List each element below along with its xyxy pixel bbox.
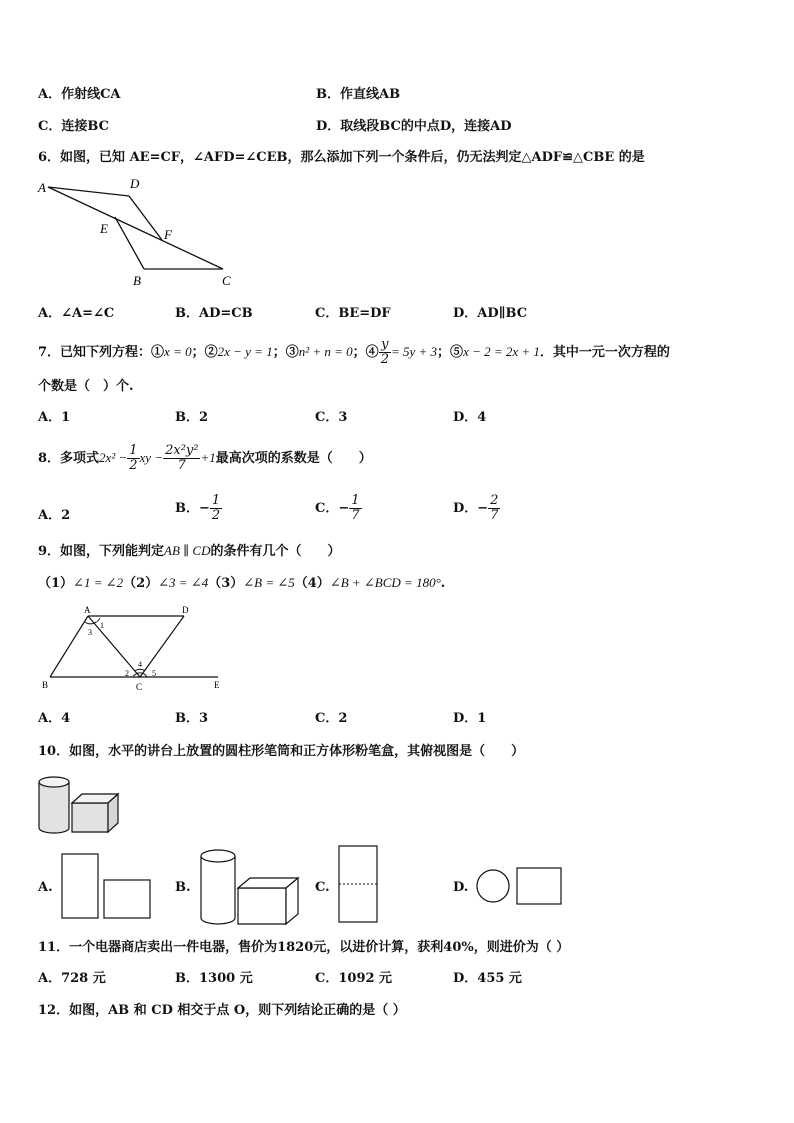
q10-option-b-figure: [198, 844, 302, 928]
q12-stem: 12．如图，AB 和 CD 相交于点 O，则下列结论正确的是（ ）: [38, 1003, 406, 1018]
q8-option-d: D．− $\frac{2}{7}$: [453, 493, 499, 523]
q9-figure: [36, 600, 232, 696]
q7-option-b: B．2: [175, 410, 209, 425]
q7-option-c: C．3: [315, 410, 348, 425]
q9-option-c: C．2: [315, 711, 348, 726]
svg-text:1: 1: [100, 621, 104, 630]
q7-option-a: A．1: [38, 410, 71, 425]
q8-option-a: A．2: [38, 508, 71, 523]
q11-option-a: A．728 元: [38, 971, 106, 986]
q11-option-c: C．1092 元: [315, 971, 393, 986]
svg-text:E: E: [100, 221, 108, 236]
q10-option-d-figure: [475, 866, 565, 908]
q5-option-c: C．连接BC: [38, 119, 109, 134]
svg-text:A: A: [84, 605, 91, 615]
q11-option-d: D．455 元: [453, 971, 522, 986]
q9-stem: 9．如图，下列能判定AB ∥ CD的条件有几个（ ）: [38, 543, 341, 559]
q6-option-a: A．∠A=∠C: [38, 306, 115, 321]
q10-option-d-label: D.: [453, 880, 469, 895]
q7-stem-line2: 个数是（ ）个.: [38, 379, 134, 394]
q9-option-b: B．3: [175, 711, 209, 726]
q8-stem: 8．多项式2x² − $\frac{1}{2}$ xy − $\frac{\text{2x²y²}}{7}$ +1最高次项的系数是（ ）: [38, 443, 372, 473]
svg-text:B: B: [133, 273, 141, 288]
q10-option-c-figure: [337, 844, 381, 926]
q11-option-b: B．1300 元: [175, 971, 253, 986]
svg-text:C: C: [136, 682, 143, 692]
q8-option-c: C．− $\frac{1}{7}$: [315, 493, 360, 523]
svg-text:C: C: [222, 273, 231, 288]
q10-option-a-figure: [60, 852, 154, 922]
q10-option-b-label: B.: [175, 880, 191, 895]
svg-text:B: B: [42, 680, 49, 690]
q10-stem: 10．如图，水平的讲台上放置的圆柱形笔筒和正方体形粉笔盒，其俯视图是（ ）: [38, 744, 525, 759]
q5-option-b: B．作直线AB: [316, 87, 401, 102]
q10-option-c-label: C.: [315, 880, 330, 895]
q5-option-a: A．作射线CA: [38, 87, 121, 102]
q5-option-d: D．取线段BC的中点D，连接AD: [316, 119, 512, 134]
q7-stem: 7．已知下列方程：①x = 0；②2x − y = 1；③n² + n = 0；④ $\frac{y}{2}$ = 5y + 3；⑤x − 2 = 2x + 1．其中一元一次方程的: [38, 337, 670, 367]
q6-option-d: D．AD∥BC: [453, 306, 528, 321]
q6-option-b: B．AD=CB: [175, 306, 253, 321]
q10-option-a-label: A.: [38, 880, 53, 895]
svg-text:A: A: [38, 180, 46, 195]
svg-text:3: 3: [88, 628, 92, 637]
q6-stem: 6．如图，已知 AE=CF，∠AFD=∠CEB，那么添加下列一个条件后，仍无法判定△ADF≌△CBE 的是: [38, 150, 645, 165]
svg-text:F: F: [164, 227, 172, 242]
svg-text:D: D: [130, 176, 140, 191]
svg-text:5: 5: [152, 669, 156, 678]
svg-text:2: 2: [125, 669, 129, 678]
q7-option-d: D．4: [453, 410, 487, 425]
svg-text:D: D: [182, 605, 189, 615]
q6-option-c: C．BE=DF: [315, 306, 391, 321]
q9-option-d: D．1: [453, 711, 487, 726]
q11-stem: 11．一个电器商店卖出一件电器，售价为1820元，以进价计算，获利40%，则进价为（ ）: [38, 940, 570, 955]
q8-option-b: B．− $\frac{1}{2}$: [175, 493, 221, 523]
q9-conditions: （1）∠1 = ∠2（2）∠3 = ∠4（3）∠B = ∠5（4）∠B + ∠BCD = 180°.: [38, 575, 446, 591]
svg-text:E: E: [214, 680, 220, 690]
q9-option-a: A．4: [38, 711, 71, 726]
q6-figure: [36, 172, 246, 290]
svg-text:4: 4: [138, 660, 142, 669]
q10-main-figure: [36, 770, 128, 836]
